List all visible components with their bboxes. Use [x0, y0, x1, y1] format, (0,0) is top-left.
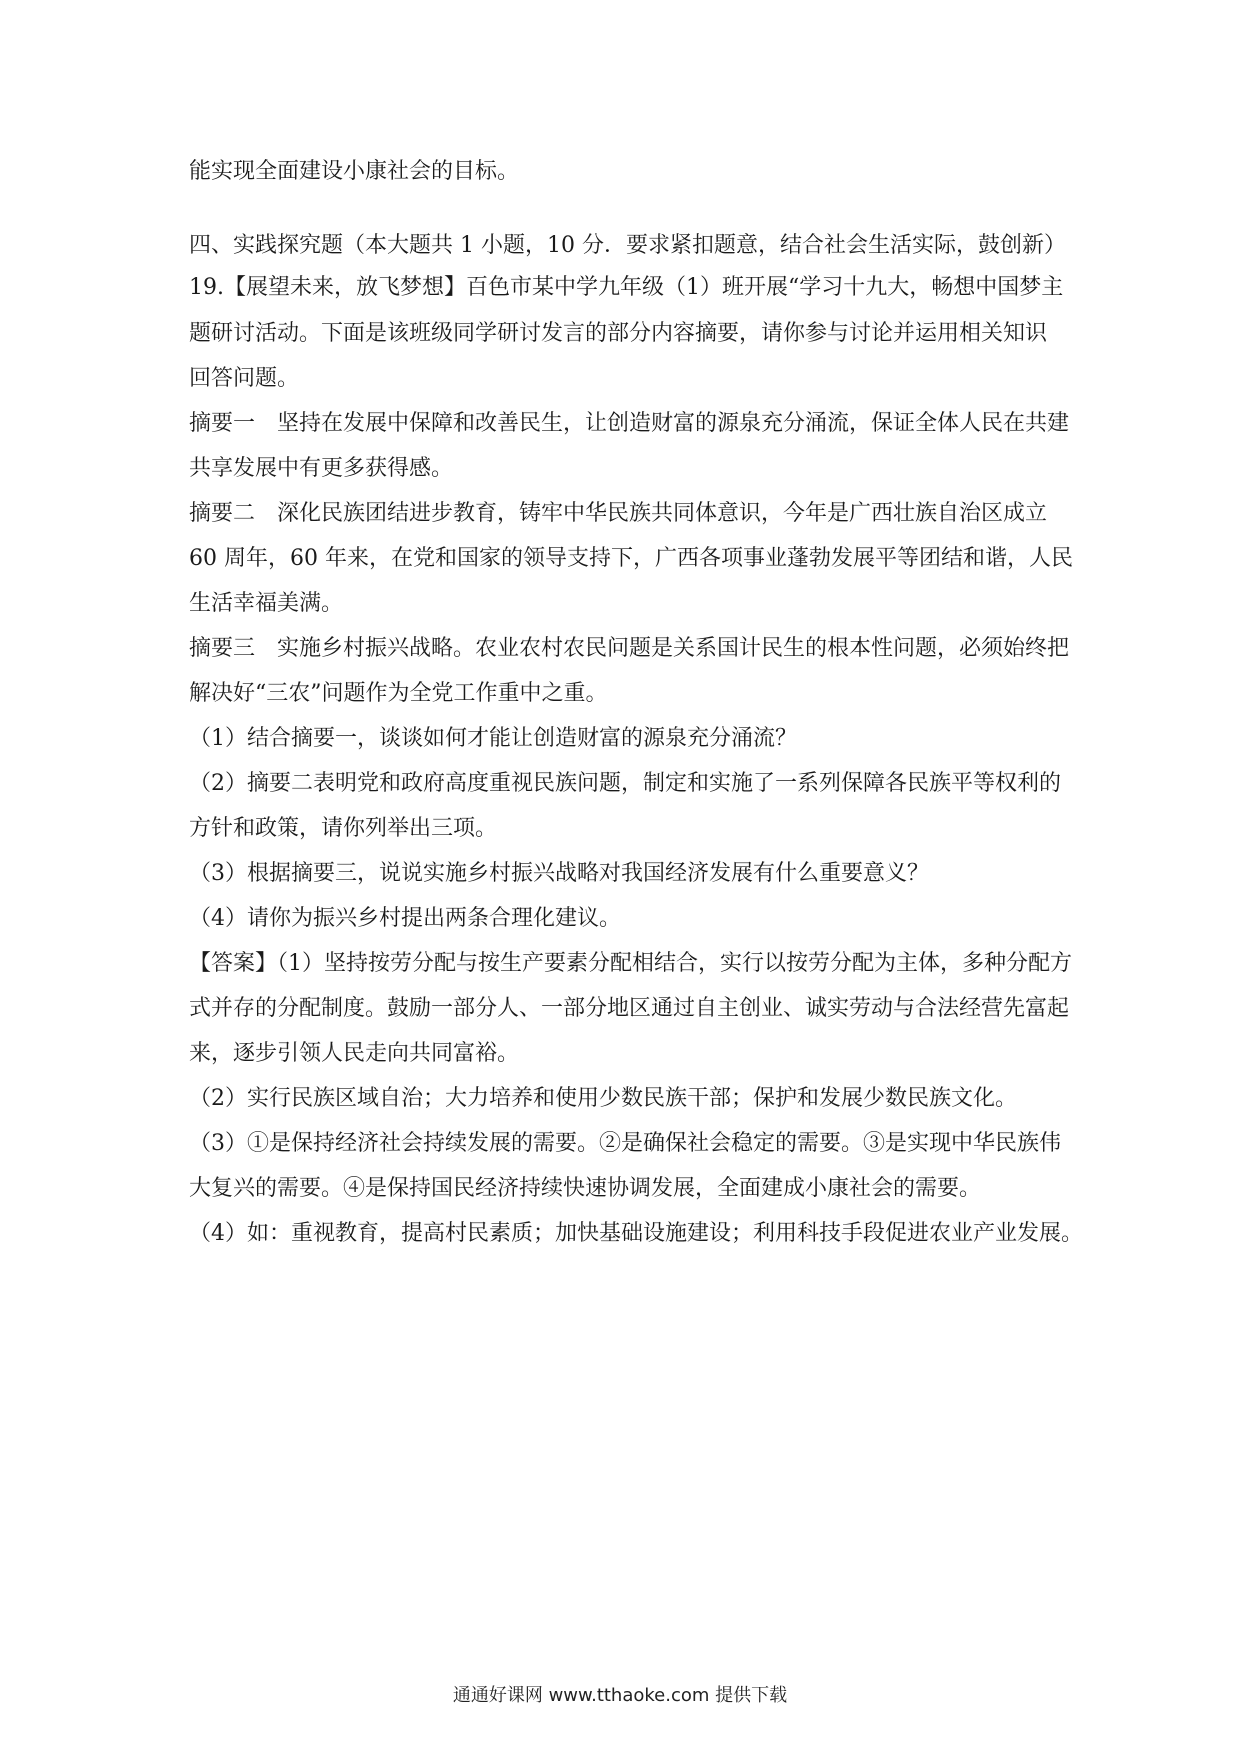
question-line: 题研讨活动。下面是该班级同学研讨发言的部分内容摘要，请你参与讨论并运用相关知识 [189, 321, 1048, 346]
sub-question: （3）根据摘要三，说说实施乡村振兴战略对我国经济发展有什么重要意义？ [189, 861, 929, 886]
sub-question: （1）结合摘要一，谈谈如何才能让创造财富的源泉充分涌流？ [189, 726, 797, 751]
answer-line: 大复兴的需要。④是保持国民经济持续快速协调发展，全面建成小康社会的需要。 [189, 1176, 982, 1201]
summary-line: 解决好“三农”问题作为全党工作重中之重。 [189, 681, 608, 706]
question-line: 19.【展望未来，放飞梦想】百色市某中学九年级（1）班开展“学习十九大，畅想中国梦主 [189, 275, 1064, 300]
answer-line: （3）①是保持经济社会持续发展的需要。②是确保社会稳定的需要。③是实现中华民族伟 [189, 1131, 1062, 1156]
answer-line: 式并存的分配制度。鼓励一部分人、一部分地区通过自主创业、诚实劳动与合法经营先富起 [189, 996, 1070, 1021]
summary-line: 摘要三 实施乡村振兴战略。农业农村农民问题是关系国计民生的根本性问题，必须始终把 [189, 636, 1070, 661]
answer-line: （4）如：重视教育，提高村民素质；加快基础设施建设；利用科技手段促进农业产业发展。 [189, 1221, 1084, 1246]
sub-question: 方针和政策，请你列举出三项。 [189, 816, 498, 841]
summary-line: 摘要二 深化民族团结进步教育，铸牢中华民族共同体意识，今年是广西壮族自治区成立 [189, 501, 1048, 526]
question-line: 回答问题。 [189, 366, 300, 391]
page-footer: 通通好课网 www.tthaoke.com 提供下载 [452, 1685, 788, 1706]
summary-line: 摘要一 坚持在发展中保障和改善民生，让创造财富的源泉充分涌流，保证全体人民在共建 [189, 411, 1070, 436]
sub-question: （2）摘要二表明党和政府高度重视民族问题，制定和实施了一系列保障各民族平等权利的 [189, 771, 1062, 796]
answer-line: 来，逐步引领人民走向共同富裕。 [189, 1041, 520, 1066]
sub-question: （4）请你为振兴乡村提出两条合理化建议。 [189, 906, 621, 931]
text-line: 能实现全面建设小康社会的目标。 [189, 159, 520, 184]
summary-line: 共享发展中有更多获得感。 [189, 456, 454, 481]
summary-line: 生活幸福美满。 [189, 591, 344, 616]
section-heading: 四、实践探究题（本大题共 1 小题，10 分．要求紧扣题意，结合社会生活实际，鼓创新） [189, 233, 1066, 258]
summary-line: 60 周年，60 年来，在党和国家的领导支持下，广西各项事业蓬勃发展平等团结和谐，人民 [189, 546, 1073, 571]
answer-line: 【答案】（1）坚持按劳分配与按生产要素分配相结合，实行以按劳分配为主体，多种分配方 [189, 951, 1073, 976]
answer-line: （2）实行民族区域自治；大力培养和使用少数民族干部；保护和发展少数民族文化。 [189, 1086, 1017, 1111]
